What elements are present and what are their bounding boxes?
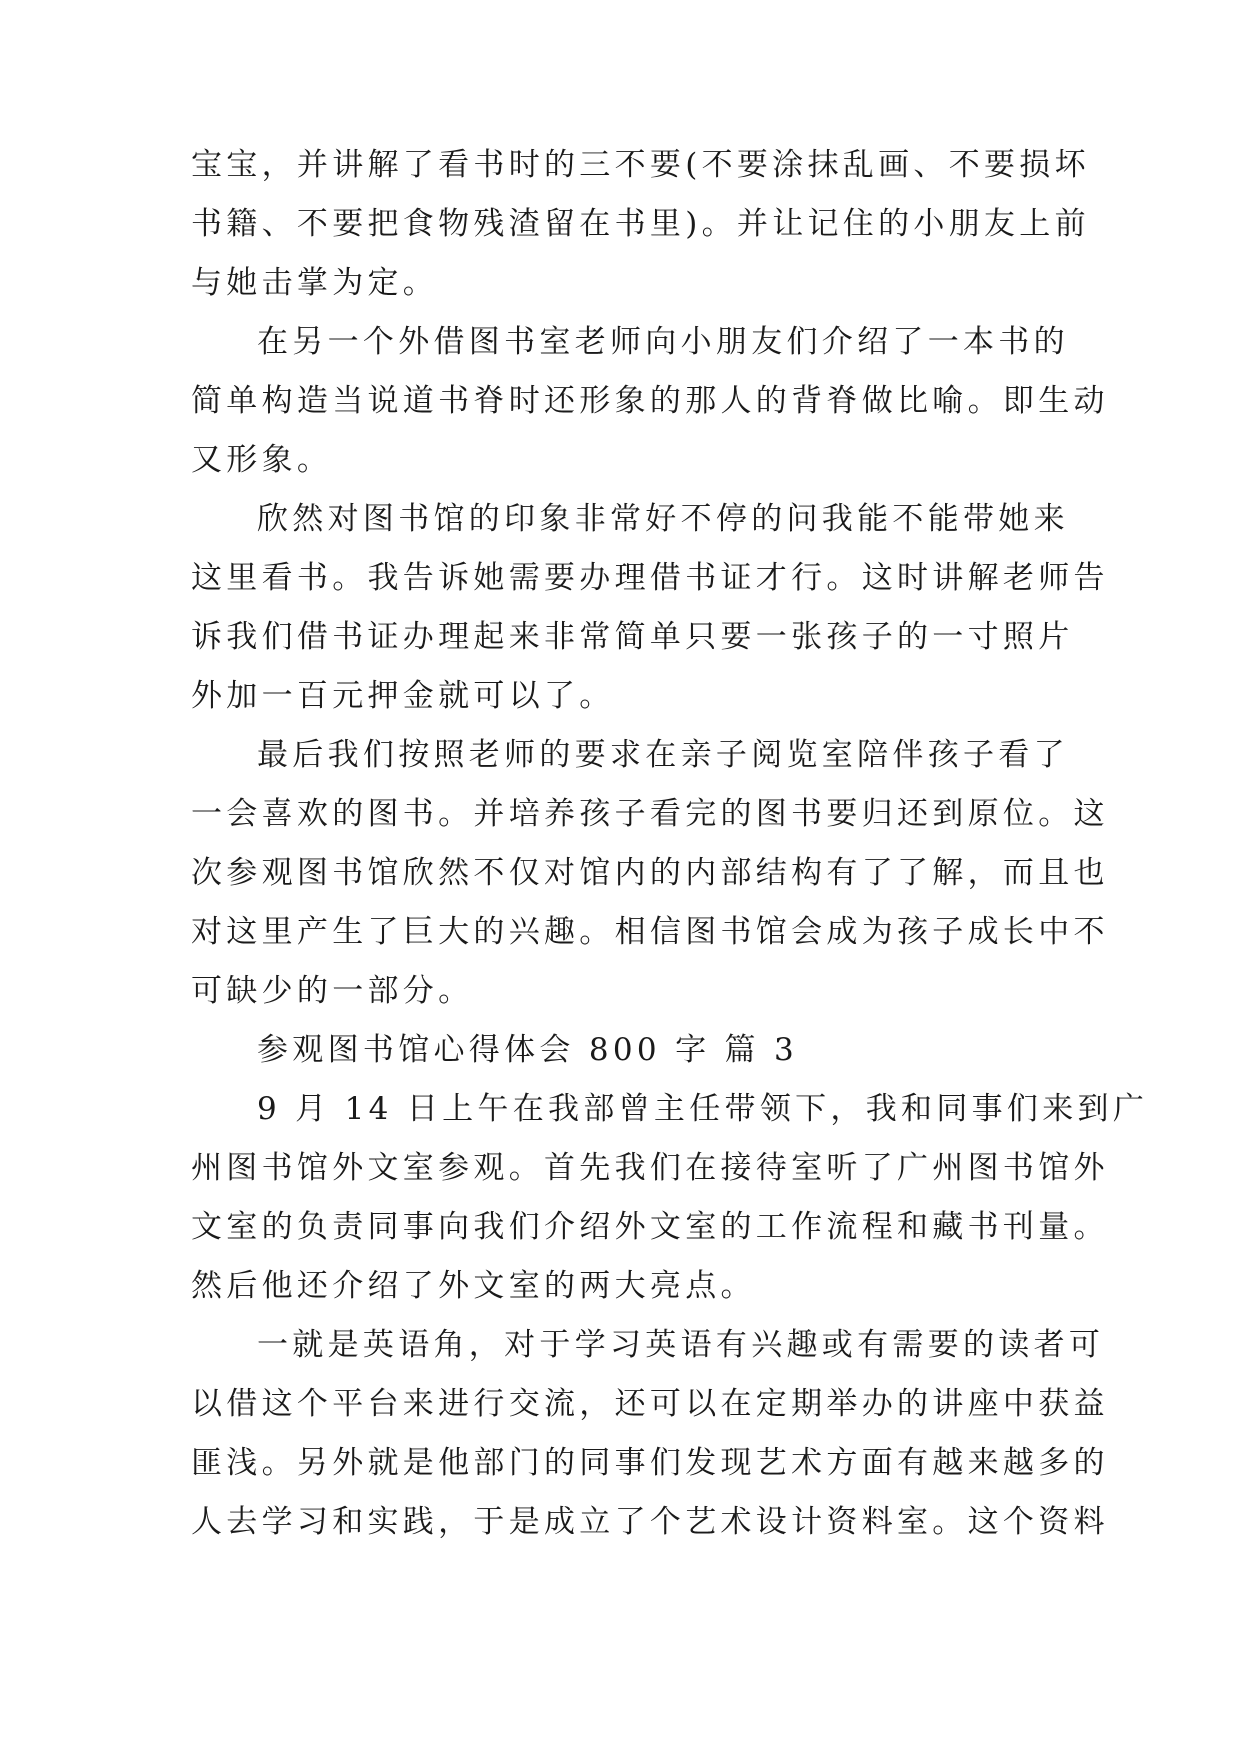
text-line: 诉我们借书证办理起来非常简单只要一张孩子的一寸照片 [191,619,1074,655]
paragraph-first-line: 欣然对图书馆的印象非常好不停的问我能不能带她来 [257,501,1069,537]
text-line: 简单构造当说道书脊时还形象的那人的背脊做比喻。即生动 [191,383,1109,419]
text-line: 书籍、不要把食物残渣留在书里)。并让记住的小朋友上前 [191,206,1090,242]
section-heading: 参观图书馆心得体会 800 字 篇 3 [257,1032,799,1068]
text-line: 可缺少的一部分。 [191,973,474,1009]
text-line: 州图书馆外文室参观。首先我们在接待室听了广州图书馆外 [191,1150,1109,1186]
text-line: 人去学习和实践，于是成立了个艺术设计资料室。这个资料 [191,1504,1109,1540]
text-line: 宝宝，并讲解了看书时的三不要(不要涂抹乱画、不要损坏 [191,147,1090,183]
text-line: 又形象。 [191,442,333,478]
text-line: 匪浅。另外就是他部门的同事们发现艺术方面有越来越多的 [191,1445,1109,1481]
paragraph-first-line: 最后我们按照老师的要求在亲子阅览室陪伴孩子看了 [257,737,1069,773]
paragraph-first-line: 9 月 14 日上午在我部曾主任带领下，我和同事们来到广 [257,1091,1149,1127]
paragraph-first-line: 在另一个外借图书室老师向小朋友们介绍了一本书的 [257,324,1069,360]
text-line: 这里看书。我告诉她需要办理借书证才行。这时讲解老师告 [191,560,1109,596]
document-body [191,136,1149,1552]
text-line: 然后他还介绍了外文室的两大亮点。 [191,1268,756,1304]
text-line: 一会喜欢的图书。并培养孩子看完的图书要归还到原位。这 [191,796,1109,832]
text-line: 次参观图书馆欣然不仅对馆内的内部结构有了了解，而且也 [191,855,1109,891]
text-line: 对这里产生了巨大的兴趣。相信图书馆会成为孩子成长中不 [191,914,1109,950]
text-line: 与她击掌为定。 [191,265,439,301]
text-line: 以借这个平台来进行交流，还可以在定期举办的讲座中获益 [191,1386,1109,1422]
paragraph-first-line: 一就是英语角，对于学习英语有兴趣或有需要的读者可 [257,1327,1105,1363]
text-line: 文室的负责同事向我们介绍外文室的工作流程和藏书刊量。 [191,1209,1109,1245]
text-line: 外加一百元押金就可以了。 [191,678,615,714]
